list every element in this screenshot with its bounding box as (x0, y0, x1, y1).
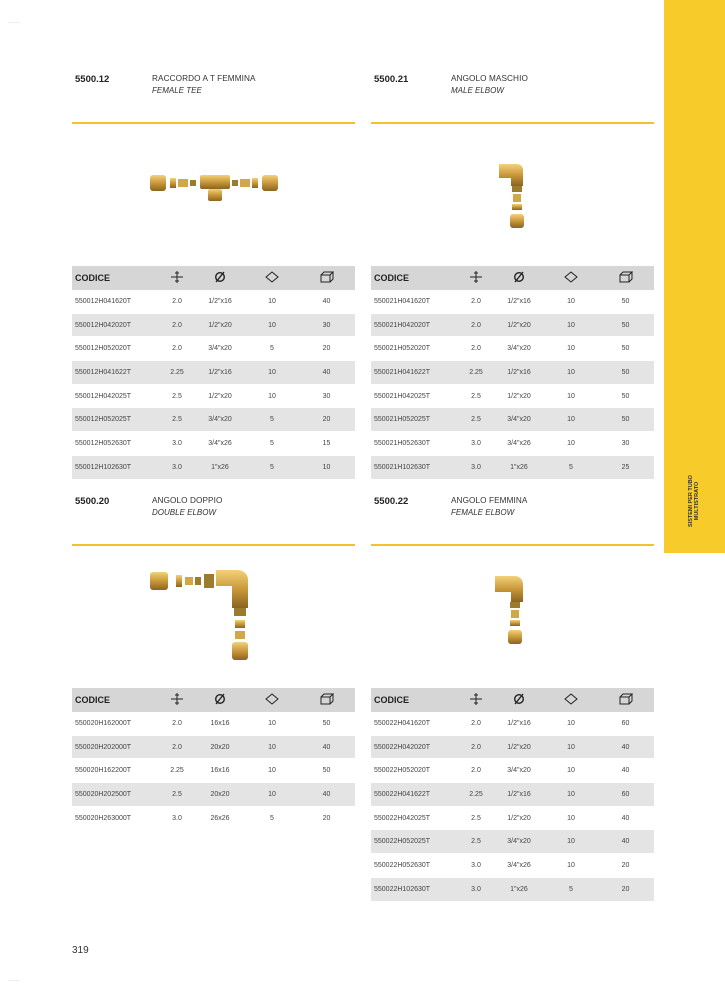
cell-codice: 550012H102630T (72, 455, 160, 479)
table-row (371, 783, 654, 807)
cell-thickness: 2.0 (160, 290, 194, 313)
product-photo (72, 550, 355, 688)
cell-codice: 550021H042020T (371, 313, 459, 337)
cell-box-qty: 40 (298, 783, 355, 807)
cell-codice: 550012H042025T (72, 384, 160, 408)
table-row (371, 361, 654, 385)
cell-codice: 550022H102630T (371, 877, 459, 901)
cell-thickness: 3.0 (459, 432, 493, 456)
cell-pack-qty: 10 (545, 806, 597, 830)
cell-box-qty: 20 (298, 408, 355, 432)
cell-dimension: 1/2"x16 (194, 290, 246, 313)
cell-pack-qty: 10 (246, 759, 298, 783)
cell-dimension: 20x20 (194, 783, 246, 807)
cell-pack-qty: 10 (545, 854, 597, 878)
cell-thickness: 3.0 (459, 877, 493, 901)
cell-thickness: 3.0 (160, 432, 194, 456)
male-elbow-photo (371, 128, 654, 266)
cell-codice: 550022H052020T (371, 759, 459, 783)
cell-pack-qty: 10 (246, 290, 298, 313)
cell-dimension: 3/4"x20 (194, 337, 246, 361)
cell-dimension: 16x16 (194, 759, 246, 783)
cell-pack-qty: 5 (246, 455, 298, 479)
table-row (72, 361, 355, 385)
product-title: RACCORDO A T FEMMINA (152, 74, 256, 83)
cell-thickness: 2.5 (459, 384, 493, 408)
cell-box-qty: 10 (298, 455, 355, 479)
product-photo (371, 550, 654, 688)
header-icon-cell (194, 266, 246, 290)
cell-dimension: 1"x26 (493, 877, 545, 901)
cell-thickness: 2.0 (459, 712, 493, 735)
header-icon-cell (298, 266, 355, 290)
cell-codice: 550020H202500T (72, 783, 160, 807)
cell-thickness: 2.0 (459, 735, 493, 759)
nut-left (150, 175, 166, 191)
cell-dimension: 1"x26 (493, 455, 545, 479)
cell-thickness: 2.5 (459, 806, 493, 830)
cell-dimension: 26x26 (194, 806, 246, 830)
cell-thickness: 2.0 (459, 290, 493, 313)
cell-dimension: 3/4"x26 (493, 854, 545, 878)
table-row (371, 854, 654, 878)
cell-dimension: 1/2"x20 (194, 313, 246, 337)
cell-codice: 550022H052025T (371, 830, 459, 854)
cell-codice: 550022H042025T (371, 806, 459, 830)
cell-pack-qty: 10 (545, 830, 597, 854)
cell-pack-qty: 10 (545, 712, 597, 735)
cell-pack-qty: 10 (246, 384, 298, 408)
cell-pack-qty: 10 (246, 735, 298, 759)
cell-codice: 550021H052630T (371, 432, 459, 456)
cell-pack-qty: 10 (246, 313, 298, 337)
cell-codice: 550022H041622T (371, 783, 459, 807)
header-codice: CODICE (371, 266, 459, 290)
cell-pack-qty: 5 (246, 432, 298, 456)
thread-diameter-icon (214, 693, 226, 705)
cell-box-qty: 40 (597, 806, 654, 830)
table-header-row (371, 688, 654, 712)
table-row (371, 384, 654, 408)
cell-codice: 550021H052025T (371, 408, 459, 432)
cell-box-qty: 50 (597, 313, 654, 337)
cell-pack-qty: 10 (246, 361, 298, 385)
cell-box-qty: 20 (298, 806, 355, 830)
cell-dimension: 1/2"x16 (493, 290, 545, 313)
cell-pack-qty: 5 (246, 337, 298, 361)
cell-pack-qty: 10 (545, 735, 597, 759)
table-row (72, 735, 355, 759)
product-table (72, 688, 355, 830)
cell-codice: 550021H041622T (371, 361, 459, 385)
product-title: ANGOLO DOPPIO (152, 496, 223, 505)
cell-codice: 550020H162000T (72, 712, 160, 735)
table-row (72, 712, 355, 735)
cell-box-qty: 50 (597, 408, 654, 432)
crop-mark (8, 22, 20, 35)
section-divider (371, 544, 654, 546)
cell-box-qty: 30 (597, 432, 654, 456)
cell-pack-qty: 10 (545, 783, 597, 807)
cell-codice: 550021H102630T (371, 455, 459, 479)
pipe-size-icon (469, 693, 483, 705)
thread-diameter-icon (513, 271, 525, 283)
cell-thickness: 3.0 (459, 455, 493, 479)
cell-box-qty: 50 (597, 290, 654, 313)
cell-box-qty: 25 (597, 455, 654, 479)
cell-pack-qty: 10 (545, 290, 597, 313)
table-row (371, 337, 654, 361)
cell-box-qty: 40 (597, 735, 654, 759)
product-code: 5500.12 (75, 74, 110, 85)
cell-dimension: 16x16 (194, 712, 246, 735)
cell-pack-qty: 10 (545, 313, 597, 337)
cell-dimension: 1/2"x16 (493, 361, 545, 385)
cell-box-qty: 40 (597, 830, 654, 854)
cell-thickness: 2.5 (459, 830, 493, 854)
box-quantity-icon (320, 271, 334, 283)
cell-codice: 550021H041620T (371, 290, 459, 313)
table-row (371, 290, 654, 313)
cell-pack-qty: 10 (545, 384, 597, 408)
cell-dimension: 1/2"x20 (493, 313, 545, 337)
cell-pack-qty: 10 (545, 408, 597, 432)
table-row (371, 712, 654, 735)
cell-dimension: 3/4"x20 (194, 408, 246, 432)
cell-box-qty: 15 (298, 432, 355, 456)
cell-dimension: 1"x26 (194, 455, 246, 479)
cell-pack-qty: 10 (545, 361, 597, 385)
cell-pack-qty: 5 (545, 877, 597, 901)
cell-codice: 550020H263000T (72, 806, 160, 830)
header-icon-cell (493, 688, 545, 712)
cell-thickness: 2.0 (459, 759, 493, 783)
cell-thickness: 3.0 (160, 455, 194, 479)
cell-dimension: 20x20 (194, 735, 246, 759)
cell-dimension: 1/2"x16 (493, 783, 545, 807)
cell-codice: 550012H042020T (72, 313, 160, 337)
product-code: 5500.21 (374, 74, 409, 85)
product-subtitle: FEMALE TEE (152, 86, 202, 95)
table-row (72, 759, 355, 783)
cell-thickness: 2.0 (459, 337, 493, 361)
product-subtitle: FEMALE ELBOW (451, 508, 515, 517)
cell-thickness: 2.25 (459, 361, 493, 385)
section-divider (72, 122, 355, 124)
side-tab-line2: MULTISTRATO (694, 481, 700, 521)
table-row (72, 290, 355, 313)
cell-box-qty: 50 (597, 384, 654, 408)
cell-thickness: 2.25 (160, 759, 194, 783)
side-tab-line1: SISTEMI PER TUBO (688, 475, 694, 527)
cell-box-qty: 50 (298, 759, 355, 783)
cell-box-qty: 50 (298, 712, 355, 735)
cell-box-qty: 30 (298, 313, 355, 337)
crop-mark (8, 980, 20, 993)
cell-pack-qty: 10 (246, 712, 298, 735)
table-row (371, 432, 654, 456)
cell-box-qty: 50 (597, 361, 654, 385)
cell-thickness: 2.5 (160, 384, 194, 408)
cell-codice: 550012H052025T (72, 408, 160, 432)
product-title: ANGOLO MASCHIO (451, 74, 528, 83)
cell-pack-qty: 5 (246, 806, 298, 830)
product-table (371, 688, 654, 902)
cell-pack-qty: 10 (545, 432, 597, 456)
cell-thickness: 2.0 (459, 313, 493, 337)
cell-thickness: 2.0 (160, 313, 194, 337)
pipe-size-icon (170, 693, 184, 705)
page-number: 319 (72, 945, 89, 956)
product-title: ANGOLO FEMMINA (451, 496, 528, 505)
table-header-row (72, 688, 355, 712)
header-icon-cell (298, 688, 355, 712)
cell-thickness: 3.0 (160, 806, 194, 830)
box-quantity-icon (320, 693, 334, 705)
cell-thickness: 2.5 (160, 408, 194, 432)
cell-box-qty: 50 (597, 337, 654, 361)
table-row (72, 384, 355, 408)
cell-codice: 550012H052020T (72, 337, 160, 361)
cell-pack-qty: 10 (545, 759, 597, 783)
product-photo (72, 128, 355, 266)
thread-diameter-icon (513, 693, 525, 705)
cell-dimension: 3/4"x26 (194, 432, 246, 456)
table-row (72, 455, 355, 479)
package-quantity-icon (564, 271, 578, 283)
cell-thickness: 2.0 (160, 735, 194, 759)
female-tee-photo (72, 128, 355, 266)
cell-pack-qty: 10 (246, 783, 298, 807)
cell-pack-qty: 5 (545, 455, 597, 479)
side-tab-label (664, 473, 725, 533)
header-icon-cell (597, 688, 654, 712)
cell-dimension: 3/4"x26 (493, 432, 545, 456)
header-icon-cell (459, 266, 493, 290)
header-icon-cell (459, 688, 493, 712)
cell-codice: 550012H041622T (72, 361, 160, 385)
cell-box-qty: 60 (597, 712, 654, 735)
section-divider (72, 544, 355, 546)
table-header-row (371, 266, 654, 290)
cell-dimension: 3/4"x20 (493, 759, 545, 783)
product-subtitle: DOUBLE ELBOW (152, 508, 217, 517)
cell-codice: 550021H042025T (371, 384, 459, 408)
header-icon-cell (160, 688, 194, 712)
table-header-row (72, 266, 355, 290)
cell-codice: 550022H042020T (371, 735, 459, 759)
cell-pack-qty: 10 (545, 337, 597, 361)
pipe-size-icon (469, 271, 483, 283)
cell-box-qty: 40 (298, 735, 355, 759)
table-row (371, 408, 654, 432)
cell-dimension: 1/2"x20 (493, 735, 545, 759)
cell-codice: 550012H052630T (72, 432, 160, 456)
box-quantity-icon (619, 271, 633, 283)
cell-thickness: 2.25 (160, 361, 194, 385)
cell-dimension: 3/4"x20 (493, 830, 545, 854)
package-quantity-icon (265, 271, 279, 283)
double-elbow-photo (72, 550, 355, 688)
cell-dimension: 1/2"x16 (493, 712, 545, 735)
header-codice: CODICE (371, 688, 459, 712)
package-quantity-icon (564, 693, 578, 705)
product-table (371, 266, 654, 480)
cell-codice: 550021H052020T (371, 337, 459, 361)
cell-dimension: 3/4"x20 (493, 408, 545, 432)
product-photo (371, 128, 654, 266)
table-row (72, 337, 355, 361)
cell-dimension: 1/2"x16 (194, 361, 246, 385)
package-quantity-icon (265, 693, 279, 705)
table-row (371, 735, 654, 759)
product-subtitle: MALE ELBOW (451, 86, 504, 95)
cell-codice: 550020H202000T (72, 735, 160, 759)
cell-codice: 550012H041620T (72, 290, 160, 313)
table-row (72, 806, 355, 830)
cell-codice: 550020H162200T (72, 759, 160, 783)
cell-dimension: 1/2"x20 (194, 384, 246, 408)
header-codice: CODICE (72, 266, 160, 290)
table-row (371, 877, 654, 901)
product-table (72, 266, 355, 480)
cell-box-qty: 20 (597, 877, 654, 901)
table-row (371, 759, 654, 783)
header-icon-cell (246, 266, 298, 290)
cell-thickness: 2.25 (459, 783, 493, 807)
cell-pack-qty: 5 (246, 408, 298, 432)
cell-dimension: 3/4"x20 (493, 337, 545, 361)
table-row (371, 455, 654, 479)
header-icon-cell (194, 688, 246, 712)
cell-box-qty: 40 (597, 759, 654, 783)
cell-box-qty: 20 (597, 854, 654, 878)
table-row (371, 806, 654, 830)
cell-thickness: 3.0 (459, 854, 493, 878)
cell-dimension: 1/2"x20 (493, 384, 545, 408)
pipe-size-icon (170, 271, 184, 283)
cell-box-qty: 40 (298, 290, 355, 313)
cell-dimension: 1/2"x20 (493, 806, 545, 830)
header-icon-cell (493, 266, 545, 290)
cell-box-qty: 60 (597, 783, 654, 807)
table-row (72, 313, 355, 337)
table-row (72, 408, 355, 432)
thread-diameter-icon (214, 271, 226, 283)
cell-codice: 550022H041620T (371, 712, 459, 735)
table-row (72, 783, 355, 807)
cell-box-qty: 40 (298, 361, 355, 385)
table-row (371, 830, 654, 854)
section-divider (371, 122, 654, 124)
cell-box-qty: 30 (298, 384, 355, 408)
header-icon-cell (160, 266, 194, 290)
table-row (371, 313, 654, 337)
table-row (72, 432, 355, 456)
cell-thickness: 2.0 (160, 337, 194, 361)
cell-thickness: 2.5 (459, 408, 493, 432)
header-codice: CODICE (72, 688, 160, 712)
header-icon-cell (545, 688, 597, 712)
female-elbow-photo (371, 550, 654, 688)
product-code: 5500.22 (374, 496, 409, 507)
cell-codice: 550022H052630T (371, 854, 459, 878)
box-quantity-icon (619, 693, 633, 705)
header-icon-cell (545, 266, 597, 290)
header-icon-cell (597, 266, 654, 290)
header-icon-cell (246, 688, 298, 712)
product-code: 5500.20 (75, 496, 110, 507)
cell-thickness: 2.0 (160, 712, 194, 735)
cell-thickness: 2.5 (160, 783, 194, 807)
cell-box-qty: 20 (298, 337, 355, 361)
